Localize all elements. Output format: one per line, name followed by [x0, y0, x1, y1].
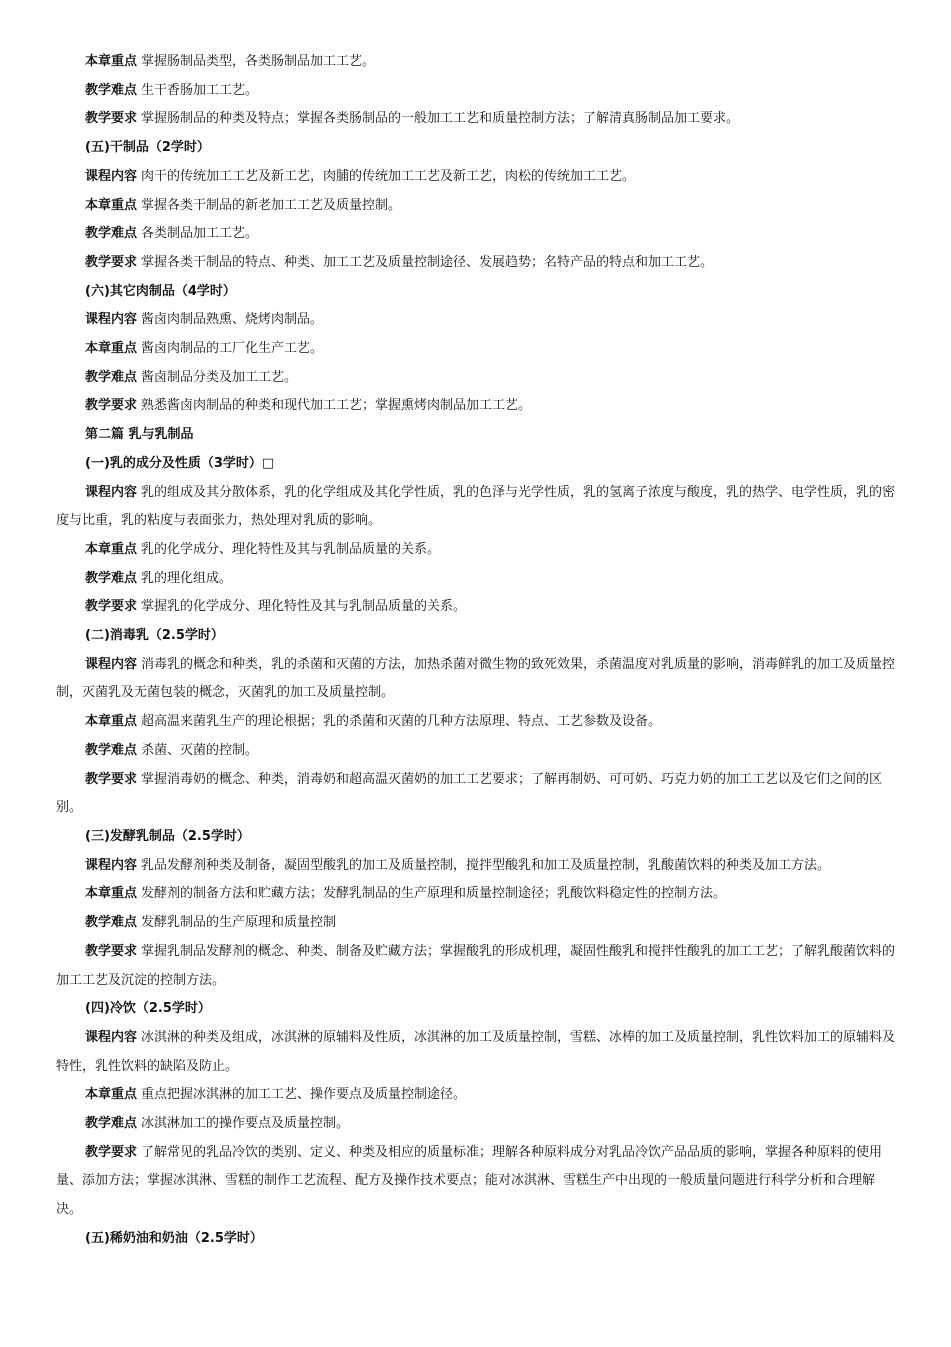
paragraph-text: 乳品发酵剂种类及制备，凝固型酸乳的加工及质量控制，搅拌型酸乳和加工及质量控制，乳酸菌饮料的种类及加工方法。	[141, 857, 831, 873]
section-heading-text: (一)乳的成分及性质（3学时）□	[85, 455, 275, 471]
paragraph-text: 发酵乳制品的生产原理和质量控制	[141, 915, 337, 931]
paragraph-text: 掌握各类干制品的新老加工工艺及质量控制。	[141, 197, 402, 213]
paragraph-text: 乳的理化组成。	[141, 570, 233, 586]
paragraph	[56, 306, 896, 335]
paragraph-label: 教学难点	[85, 742, 138, 758]
paragraph	[56, 77, 896, 106]
paragraph	[56, 192, 896, 221]
paragraph-label: 教学要求	[85, 254, 138, 270]
paragraph-label: 教学难点	[85, 369, 138, 385]
paragraph	[56, 708, 896, 737]
paragraph	[56, 938, 896, 995]
paragraph-label: 课程内容	[85, 484, 138, 500]
paragraph	[56, 737, 896, 766]
section-heading	[56, 823, 896, 852]
section-heading-text: (二)消毒乳（2.5学时）	[85, 628, 224, 644]
paragraph	[56, 1139, 896, 1225]
paragraph-label: 教学要求	[85, 771, 138, 787]
paragraph-label: 本章重点	[85, 714, 138, 730]
section-heading-text: 第二篇 乳与乳制品	[85, 427, 194, 443]
paragraph	[56, 766, 896, 823]
section-heading	[56, 421, 896, 450]
paragraph-text: 掌握乳制品发酵剂的概念、种类、制备及贮藏方法；掌握酸乳的形成机理，凝固性酸乳和搅拌性酸乳的加工工艺；了解乳酸菌饮料的加工工艺及沉淀的控制方法。	[56, 943, 896, 988]
paragraph-label: 教学要求	[85, 1144, 138, 1160]
paragraph-label: 教学要求	[85, 599, 138, 615]
section-heading	[56, 995, 896, 1024]
paragraph-text: 掌握消毒奶的概念、种类，消毒奶和超高温灭菌奶的加工工艺要求；了解再制奶、可可奶、巧克力奶的加工工艺以及它们之间的区别。	[56, 771, 883, 816]
document-body	[56, 48, 896, 1254]
paragraph	[56, 335, 896, 364]
paragraph	[56, 909, 896, 938]
section-heading-text: (五)稀奶油和奶油（2.5学时）	[85, 1230, 263, 1246]
paragraph-label: 本章重点	[85, 54, 138, 69]
paragraph-text: 酱卤制品分类及加工工艺。	[141, 369, 298, 385]
paragraph	[56, 105, 896, 134]
section-heading-text: (六)其它肉制品（4学时）	[85, 283, 236, 299]
paragraph-label: 教学要求	[85, 111, 138, 127]
paragraph-text: 杀菌、灭菌的控制。	[141, 742, 259, 758]
section-heading	[56, 134, 896, 163]
section-heading	[56, 622, 896, 651]
paragraph-label: 本章重点	[85, 886, 138, 902]
paragraph-text: 掌握各类干制品的特点、种类、加工工艺及质量控制途径、发展趋势；名特产品的特点和加工工艺。	[141, 254, 714, 270]
paragraph-label: 教学难点	[85, 82, 138, 98]
paragraph-text: 生干香肠加工工艺。	[141, 82, 259, 98]
paragraph	[56, 392, 896, 421]
paragraph	[56, 249, 896, 278]
paragraph-label: 教学要求	[85, 398, 138, 414]
paragraph-label: 课程内容	[85, 857, 138, 873]
paragraph-text: 超高温来菌乳生产的理论根据；乳的杀菌和灭菌的几种方法原理、特点、工艺参数及设备。	[141, 714, 662, 730]
section-heading	[56, 278, 896, 307]
paragraph-text: 酱卤肉制品熟熏、烧烤肉制品。	[141, 312, 324, 328]
paragraph-text: 乳的组成及其分散体系，乳的化学组成及其化学性质，乳的色泽与光学性质，乳的氢离子浓度与酸度，乳的热学、电学性质，乳的密度与比重，乳的粘度与表面张力，热处理对乳质的影响。	[56, 484, 896, 529]
paragraph-text: 掌握乳的化学成分、理化特性及其与乳制品质量的关系。	[141, 599, 467, 615]
paragraph-text: 重点把握冰淇淋的加工工艺、操作要点及质量控制途径。	[141, 1087, 467, 1103]
paragraph-label: 课程内容	[85, 1029, 138, 1045]
section-heading-text: (五)干制品（2学时）	[85, 140, 210, 156]
paragraph	[56, 364, 896, 393]
paragraph	[56, 220, 896, 249]
paragraph-text: 乳的化学成分、理化特性及其与乳制品质量的关系。	[141, 541, 441, 557]
paragraph	[56, 1024, 896, 1081]
paragraph-text: 掌握肠制品的种类及特点；掌握各类肠制品的一般加工工艺和质量控制方法；了解清真肠制品加工要求。	[141, 111, 740, 127]
paragraph	[56, 536, 896, 565]
paragraph	[56, 651, 896, 708]
paragraph	[56, 880, 896, 909]
paragraph-text: 发酵剂的制备方法和贮藏方法；发酵乳制品的生产原理和质量控制途径；乳酸饮料稳定性的控制方法。	[141, 886, 727, 902]
paragraph	[56, 1081, 896, 1110]
paragraph-label: 课程内容	[85, 312, 138, 328]
paragraph	[56, 565, 896, 594]
paragraph-label: 本章重点	[85, 541, 138, 557]
paragraph-text: 了解常见的乳品冷饮的类别、定义、种类及相应的质量标准；理解各种原料成分对乳品冷饮产品品质的影响，掌握各种原料的使用量、添加方法；掌握冰淇淋、雪糕的制作工艺流程、配方及操作技术要点；能对冰淇淋、雪糕生产中出现的一般质量问题进行科学分析和合理解决。	[56, 1144, 883, 1218]
section-heading-text: (四)冷饮（2.5学时）	[85, 1001, 211, 1017]
paragraph	[56, 48, 896, 77]
paragraph-label: 课程内容	[85, 168, 138, 184]
paragraph-label: 本章重点	[85, 1087, 138, 1103]
paragraph-label: 教学难点	[85, 915, 138, 931]
paragraph-label: 课程内容	[85, 656, 138, 672]
paragraph	[56, 1110, 896, 1139]
paragraph-text: 熟悉酱卤肉制品的种类和现代加工工艺；掌握熏烤肉制品加工工艺。	[141, 398, 532, 414]
paragraph	[56, 593, 896, 622]
paragraph-label: 教学要求	[85, 943, 138, 959]
section-heading-text: (三)发酵乳制品（2.5学时）	[85, 828, 250, 844]
paragraph	[56, 479, 896, 536]
paragraph-text: 各类制品加工工艺。	[141, 226, 259, 242]
paragraph-text: 掌握肠制品类型，各类肠制品加工工艺。	[141, 54, 376, 69]
paragraph	[56, 163, 896, 192]
paragraph-label: 本章重点	[85, 341, 138, 357]
paragraph-label: 教学难点	[85, 1116, 138, 1132]
paragraph-label: 教学难点	[85, 570, 138, 586]
paragraph-text: 消毒乳的概念和种类，乳的杀菌和灭菌的方法，加热杀菌对微生物的致死效果，杀菌温度对乳质量的影响，消毒鲜乳的加工及质量控制，灭菌乳及无菌包装的概念，灭菌乳的加工及质量控制。	[56, 656, 896, 701]
paragraph-text: 冰淇淋加工的操作要点及质量控制。	[141, 1116, 350, 1132]
paragraph-text: 冰淇淋的种类及组成，冰淇淋的原辅料及性质，冰淇淋的加工及质量控制，雪糕、冰棒的加工及质量控制，乳性饮料加工的原辅料及特性，乳性饮料的缺陷及防止。	[56, 1029, 896, 1074]
paragraph-text: 肉干的传统加工工艺及新工艺，肉脯的传统加工工艺及新工艺，肉松的传统加工工艺。	[141, 168, 636, 184]
section-heading	[56, 1225, 896, 1254]
paragraph-label: 教学难点	[85, 226, 138, 242]
paragraph	[56, 852, 896, 881]
paragraph-text: 酱卤肉制品的工厂化生产工艺。	[141, 341, 324, 357]
paragraph-label: 本章重点	[85, 197, 138, 213]
section-heading	[56, 450, 896, 479]
